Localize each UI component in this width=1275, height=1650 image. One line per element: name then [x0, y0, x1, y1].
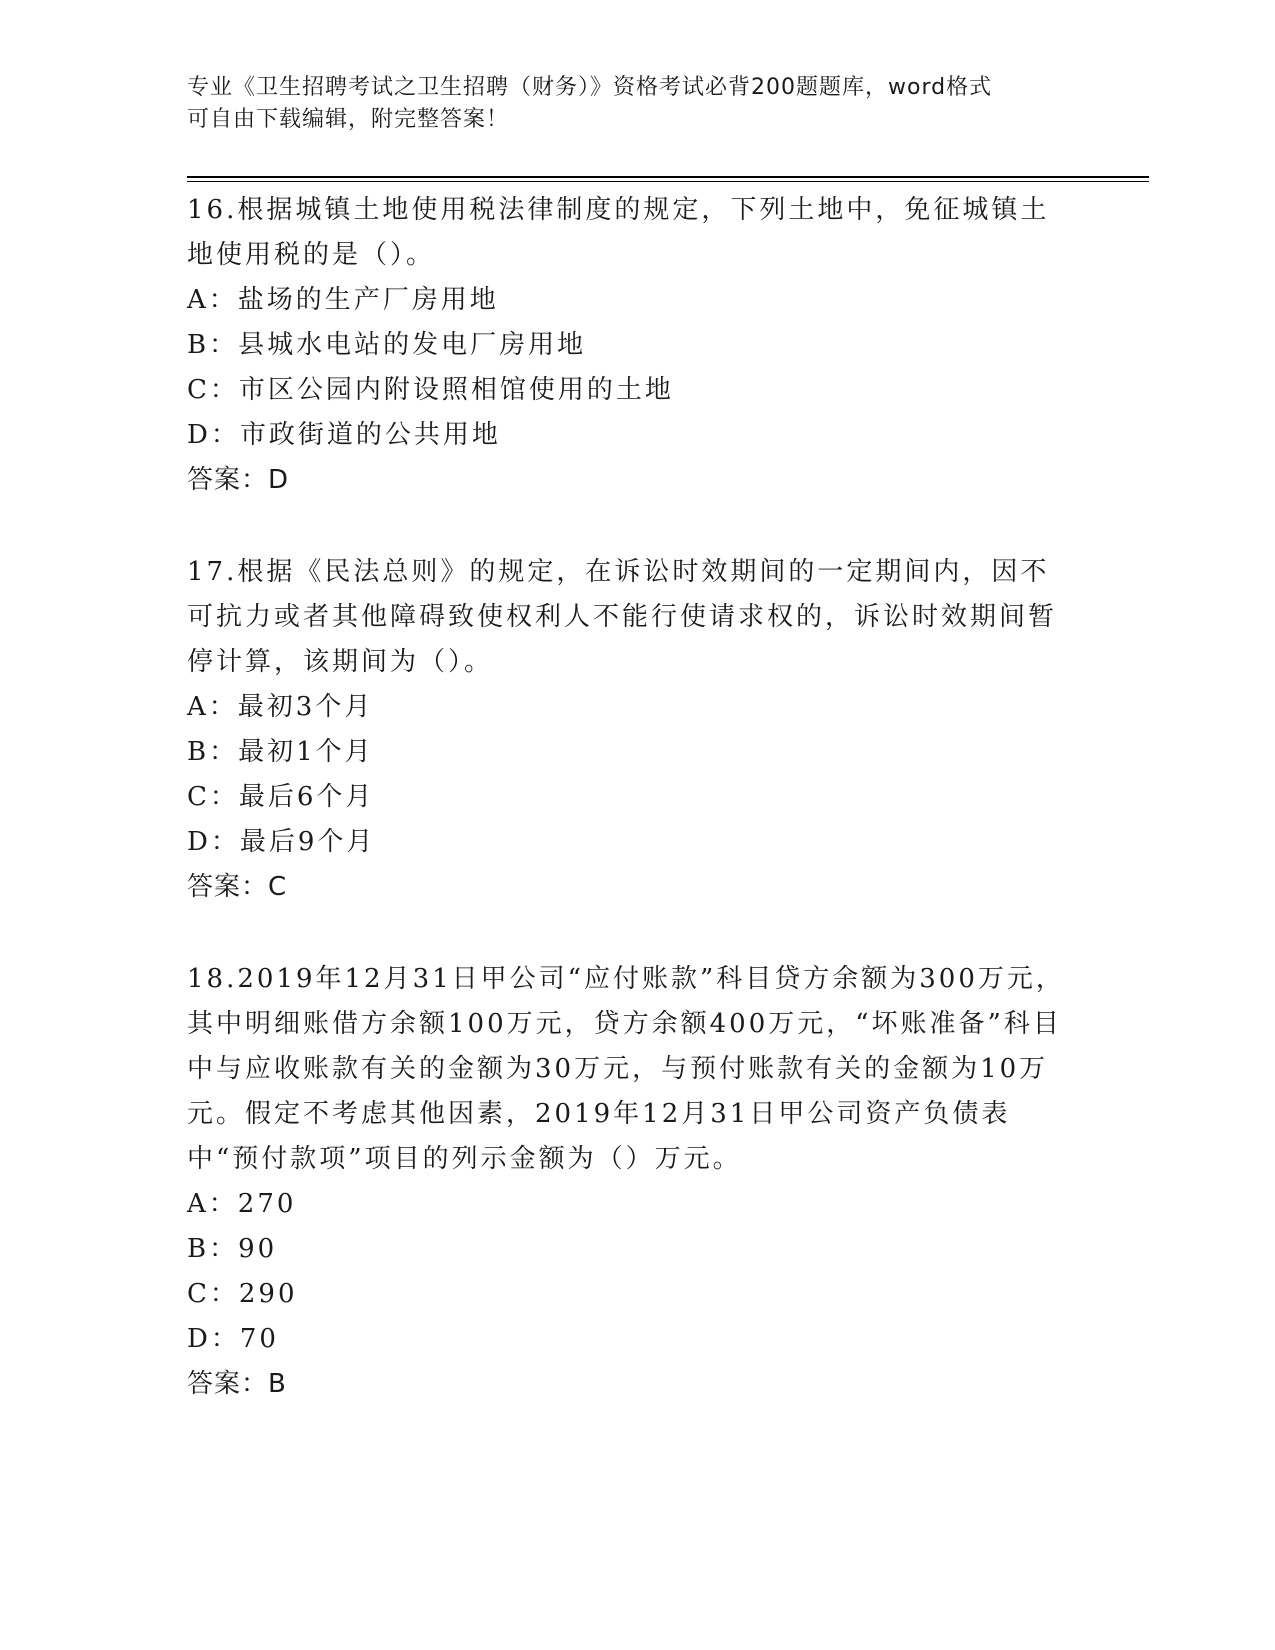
- option-b: B：最初1个月: [187, 737, 374, 767]
- question-list: [187, 188, 1077, 1407]
- option-b: B：县城水电站的发电厂房用地: [187, 330, 587, 360]
- document-header: [187, 72, 1067, 136]
- question-18: [187, 957, 1077, 1407]
- option-c: C：最后6个月: [187, 782, 375, 812]
- question-spacer: [187, 910, 1077, 957]
- option-c: C：市区公园内附设照相馆使用的土地: [187, 375, 674, 405]
- option-d: D：市政街道的公共用地: [187, 420, 501, 450]
- header-divider-thick: [187, 176, 1149, 178]
- question-17: [187, 550, 1077, 910]
- header-line-2: 可自由下载编辑，附完整答案！: [187, 107, 510, 132]
- option-a: A：270: [187, 1189, 297, 1219]
- option-d: D：70: [187, 1324, 279, 1354]
- option-a: A：最初3个月: [187, 692, 374, 722]
- option-b: B：90: [187, 1234, 278, 1264]
- answer-line: 答案：C: [187, 872, 288, 902]
- question-stem: 18.2019年12月31日甲公司“应付账款”科目贷方余额为300万元，其中明细账借方余额100万元，贷方余额400万元，“坏账准备”科目中与应收账款有关的金额为30万元，与预付账款有关的金额为10万元。假定不考虑其他因素，2019年12月31日甲公司资产负债表中“预付款项”项目的列示金额为（）万元。: [187, 964, 1065, 1174]
- header-line-1: 专业《卫生招聘考试之卫生招聘（财务）》资格考试必背200题题库，word格式: [187, 75, 993, 100]
- option-a: A：盐场的生产厂房用地: [187, 285, 499, 315]
- question-stem: 16.根据城镇土地使用税法律制度的规定，下列土地中，免征城镇土地使用税的是（）。: [187, 195, 1050, 270]
- header-divider-thin: [187, 181, 1149, 182]
- answer-line: 答案：D: [187, 465, 290, 495]
- answer-line: 答案：B: [187, 1369, 287, 1399]
- question-16: [187, 188, 1077, 503]
- option-d: D：最后9个月: [187, 827, 376, 857]
- question-stem: 17.根据《民法总则》的规定，在诉讼时效期间的一定期间内，因不可抗力或者其他障碍致使权利人不能行使请求权的，诉讼时效期间暂停计算，该期间为（）。: [187, 557, 1058, 677]
- option-c: C：290: [187, 1279, 298, 1309]
- question-spacer: [187, 503, 1077, 550]
